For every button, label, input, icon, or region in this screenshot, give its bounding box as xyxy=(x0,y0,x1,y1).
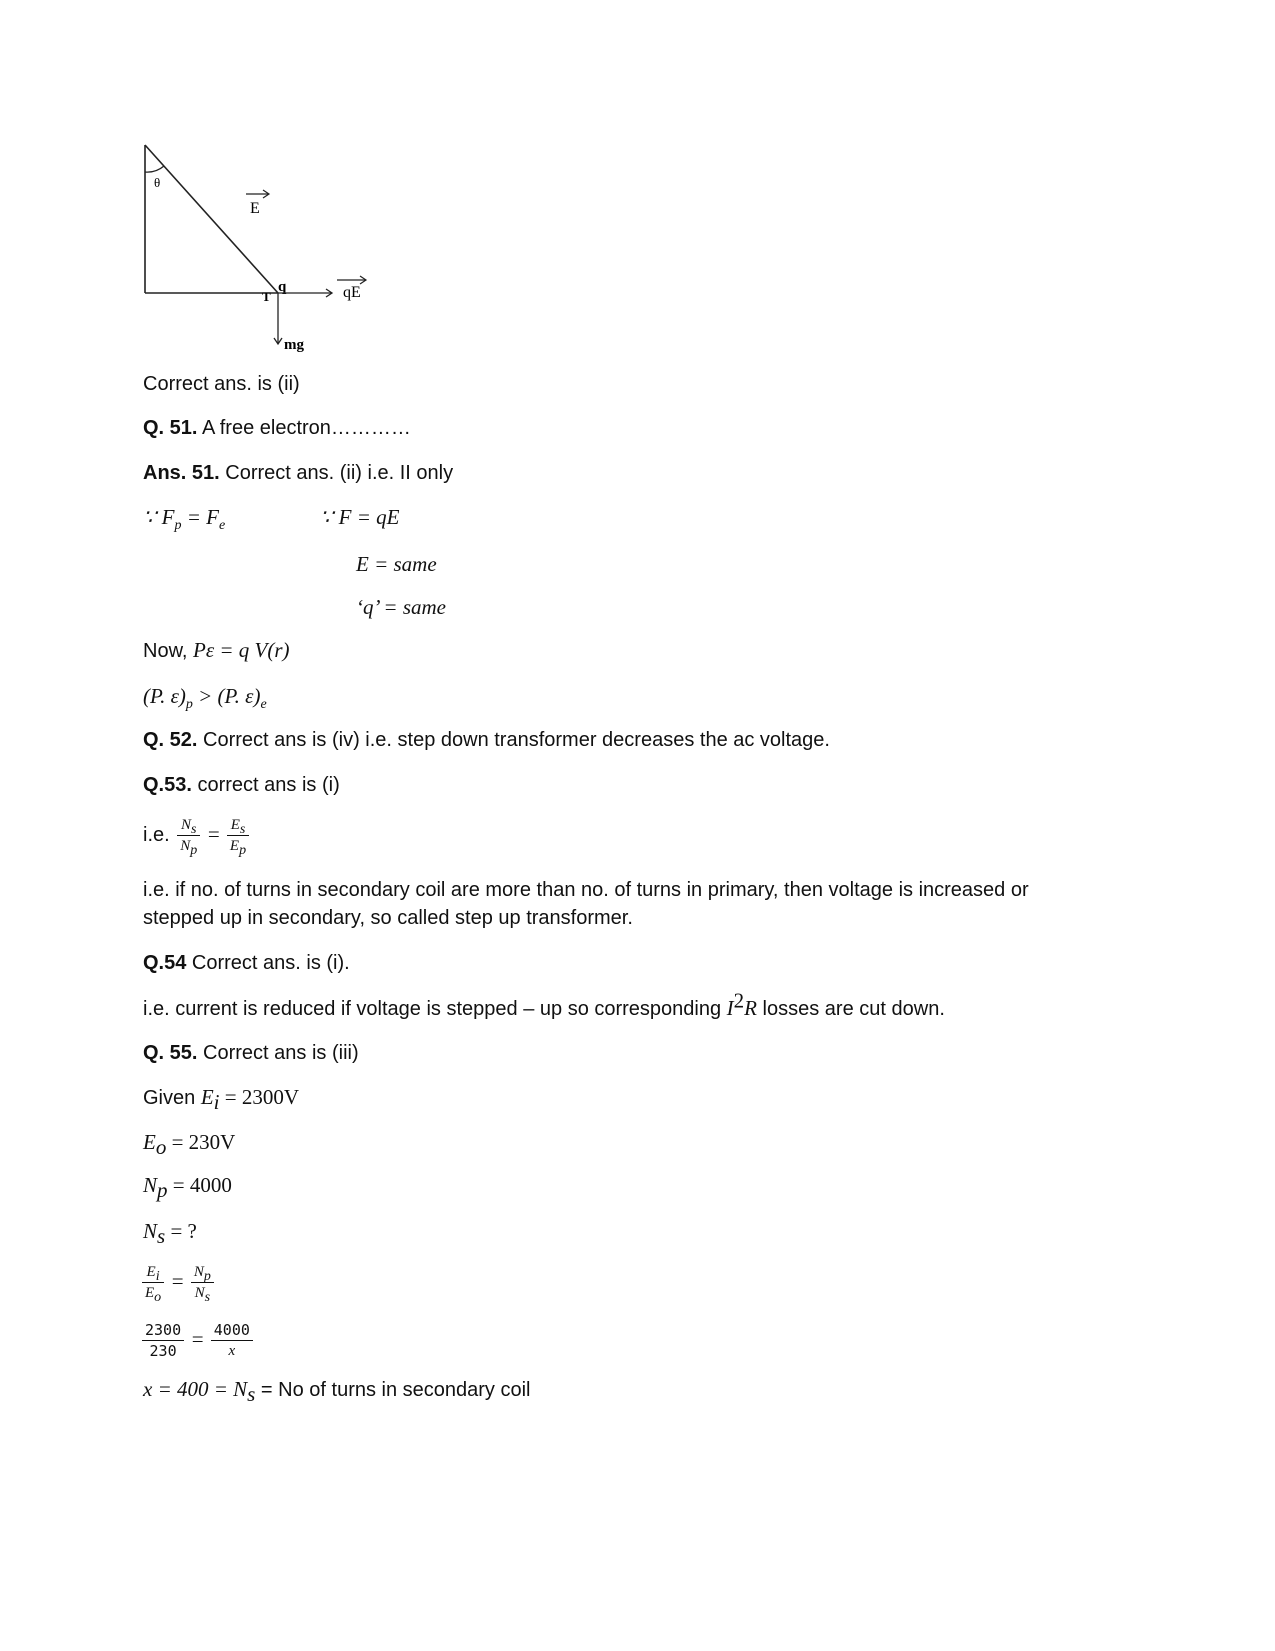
weight-label: mg xyxy=(284,337,304,353)
explanation-53-line2: stepped up in secondary, so called step up transformer. xyxy=(143,907,633,929)
secondary-turns-unknown: $N_s$ = ? xyxy=(143,1219,197,1248)
given-input-voltage: Given $E_i = 2300V$ xyxy=(143,1085,299,1114)
theta-label: θ xyxy=(154,175,161,190)
potential-energy-comparison: (P. $\varepsilon)_p > (P$. $\varepsilon)_e$ xyxy=(143,684,267,713)
electric-force-label: qE xyxy=(343,284,361,301)
final-answer: $x = 400 = N_s = No$ of turns in secondary coil xyxy=(143,1377,531,1406)
potential-energy-line: Now, Pε = q V(r) xyxy=(143,638,290,662)
answer-line: Correct ans. is (ii) xyxy=(143,373,300,395)
numeric-ratio-equation: $\frac{2300}{230}$ = $\frac{4000}{x}$ xyxy=(140,1320,255,1361)
question-51: Q. 51. A free electron………… xyxy=(143,417,411,439)
charge-label: q xyxy=(278,279,287,295)
field-same-equation: E = same xyxy=(356,552,437,576)
charge-same-equation: ‘q’ = same xyxy=(356,595,446,619)
voltage-turns-ratio-equation: $\frac{E_i}{E_o}$ = $\frac{N_p}{N_s}$ xyxy=(140,1262,216,1303)
turns-ratio-equation: i.e. $\frac{N_s}{N_p}$ = $\frac{E_s}{E_p}$ xyxy=(143,815,251,856)
question-54: Q.54 Correct ans. is (i). xyxy=(143,952,350,974)
force-equality-equation: ∵ $F_p = F_e$ xyxy=(143,505,226,534)
question-52: Q. 52. Correct ans is (iv) i.e. step down transformer decreases the ac voltage. xyxy=(143,729,830,751)
tension-label: T xyxy=(262,289,271,304)
output-voltage: $E_o = 230V$ xyxy=(143,1130,236,1159)
answer-51: Ans. 51. Correct ans. (ii) i.e. II only xyxy=(143,462,454,484)
force-field-equation: ∵ F = qE xyxy=(320,505,400,529)
explanation-54: i.e. current is reduced if voltage is stepped – up so corresponding $I^2R$ losses are cut down. xyxy=(143,988,945,1020)
question-53: Q.53. correct ans is (i) xyxy=(143,774,340,796)
primary-turns: $N_p = 4000$ xyxy=(143,1173,232,1202)
question-55: Q. 55. Correct ans is (iii) xyxy=(143,1042,359,1064)
explanation-53-line1: i.e. if no. of turns in secondary coil are more than no. of turns in primary, then voltage is increased or xyxy=(143,879,1029,901)
pendulum-force-diagram xyxy=(140,140,380,360)
electric-field-label: E xyxy=(250,200,260,217)
